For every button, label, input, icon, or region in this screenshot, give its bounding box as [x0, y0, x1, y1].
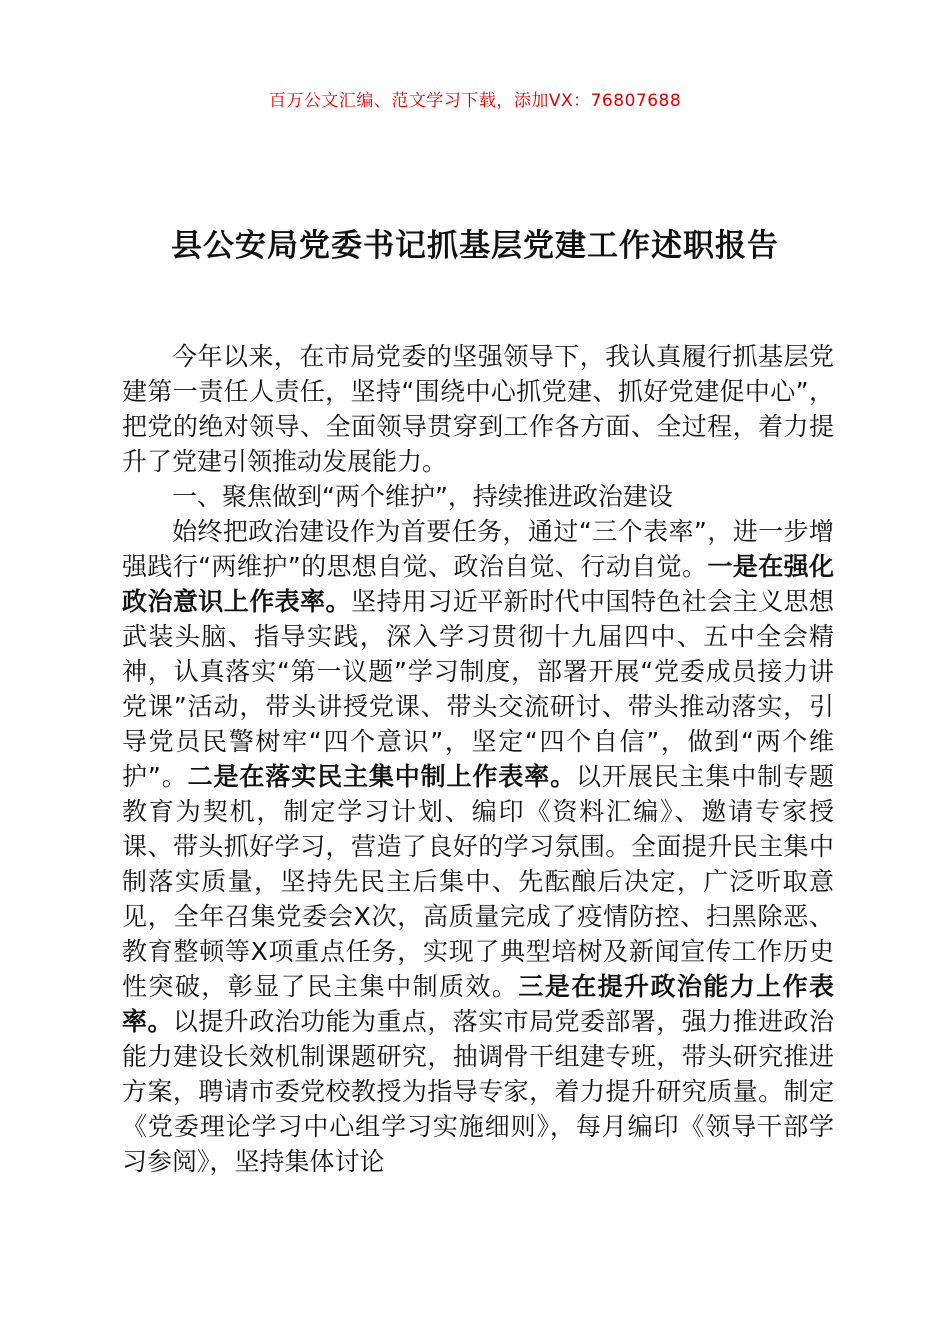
document-title: 县公安局党委书记抓基层党建工作述职报告 [171, 228, 779, 264]
intro-paragraph: 今年以来，在市局党委的坚强领导下，我认真履行抓基层党建第一责任人责任，坚持“围绕中心抓党建、抓好党建促中心”，把党的绝对领导、全面领导贯穿到工作各方面、全过程，着力提升了党建引领推动发展能力。 [122, 342, 834, 476]
point-text: 以提升政治功能为重点，落实市局党委部署，强力推进政治能力建设长效机制课题研究，抽调骨干组建专班，带头研究推进方案，聘请市委党校教授为指导专家，着力提升研究质量。制定《党委理论学习中心组学习实施细则》，每月编印《领导干部学习参阅》，坚持集体讨论 [122, 1007, 834, 1176]
section-lead: 始终把政治建设作为首要任务，通过“三个表率”，进一步增强践行“两维护”的思想自觉、政治自觉、行动自觉。 [122, 517, 834, 581]
section-heading: 一、聚焦做到“两个维护”，持续推进政治建设 [172, 482, 673, 511]
point-text: 以开展民主集中制专题教育为契机，制定学习计划、编印《资料汇编》、邀请专家授课、带头抓好学习，营造了良好的学习氛围。全面提升民主集中制落实质量，坚持先民主后集中、先酝酿后决定，广泛听取意见，全年召集党委会X次，高质量完成了疫情防控、扫黑除恶、教育整顿等X项重点任务，实现了典型培树及新闻宣传工作历史性突破，彰显了民主集中制质效。 [122, 762, 834, 1001]
point-title: 三是在提升政治能力上作表率。 [122, 972, 834, 1036]
point-text: 坚持用习近平新时代中国特色社会主义思想武装头脑、指导实践，深入学习贯彻十九届四中、五中全会精神，认真落实“第一议题”学习制度，部署开展“党委成员接力讲党课”活动，带头讲授党课、带头交流研讨、带头推动落实，引导党员民警树牢“四个意识”，坚定“四个自信”，做到“两个维护”。 [122, 587, 834, 791]
point-title: 一是在强化政治意识上作表率。 [122, 552, 834, 616]
promo-header: 百万公文汇编、范文学习下载，添加VX：76807688 [268, 91, 682, 111]
document-body [122, 339, 834, 1179]
point-title: 二是在落实民主集中制上作表率。 [187, 762, 576, 791]
section-paragraph [122, 514, 834, 1179]
